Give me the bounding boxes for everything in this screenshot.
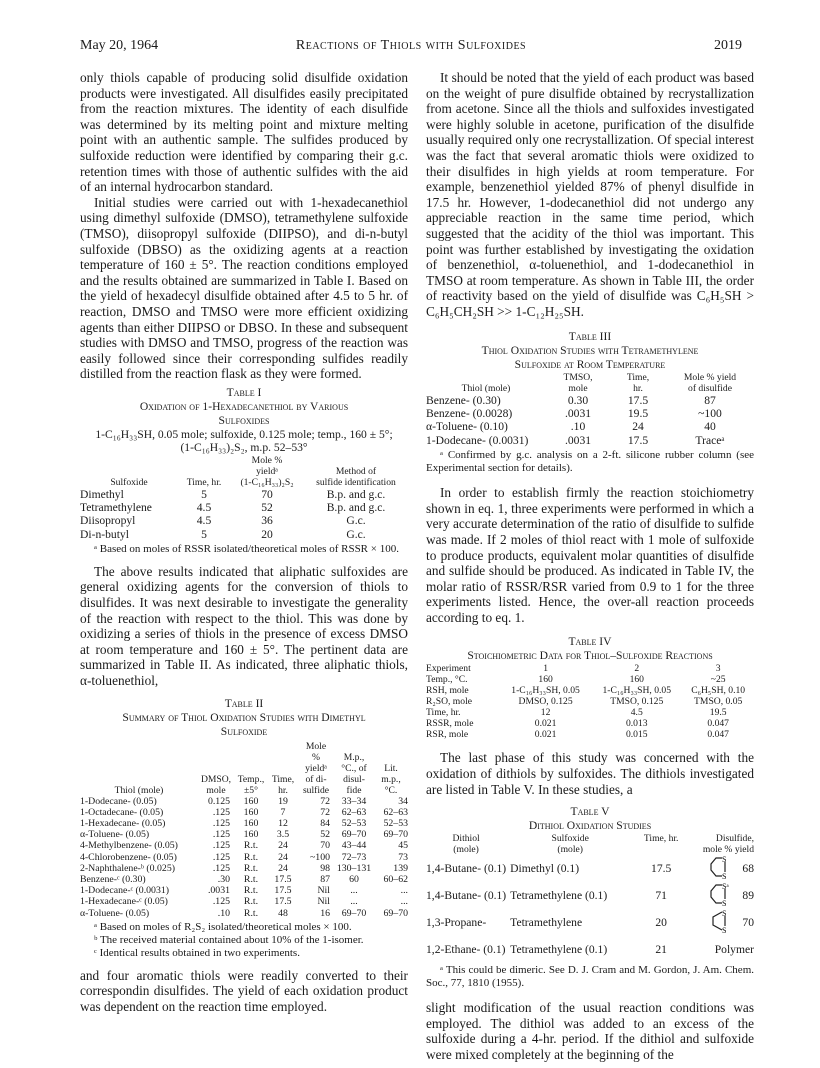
cell-time: 19.5 (627, 406, 649, 420)
table-row (80, 908, 408, 919)
cell-yield: ~100 (310, 851, 330, 863)
yield-value: Polymer (714, 943, 754, 957)
left-column (80, 70, 408, 1015)
cell-time: 17.5 (627, 393, 649, 407)
cell-thiol: 1-Octadecane- (0.05) (80, 806, 164, 818)
col-header: Thiol (mole) (461, 382, 511, 394)
cell-dmso: .125 (212, 806, 230, 818)
table-cell: 12 (540, 707, 551, 719)
cell-sulfoxide: Diisopropyl (80, 514, 136, 528)
table-grid (80, 455, 408, 541)
col-header: disul- (343, 773, 365, 785)
cell-dmso: .0031 (207, 885, 230, 897)
cell-sulfoxide: Di-n-butyl (80, 527, 129, 541)
cell-dmso: 0.125 (207, 795, 230, 807)
cell-mp: 52–53 (341, 818, 367, 830)
table-cell: 1-C₁₆H₃₃SH, 0.05 (511, 685, 580, 697)
col-header: Thiol (mole) (114, 784, 164, 796)
cell-disulfide (688, 882, 754, 909)
table-2 (80, 697, 408, 960)
cell-lit: 52–53 (383, 818, 408, 830)
table-cell: DMSO, 0.125 (518, 696, 573, 708)
col-header: Dithiol (452, 833, 480, 845)
table-row (426, 685, 754, 696)
table-conditions: (1-C₁₆H₃₃)₂S₂, m.p. 52–53° (180, 441, 308, 455)
table-label: Table II (224, 696, 264, 710)
cell-temp: 160 (243, 829, 259, 841)
cell-time: 4.5 (196, 514, 212, 528)
sulfur-label: S (722, 909, 727, 919)
table-caption: Oxidation of 1-Hexadecanethiol by Various (139, 399, 349, 413)
col-header: hr. (633, 382, 643, 394)
cell-tmso: .0031 (564, 433, 592, 447)
row-label: R₂SO, mole (426, 696, 472, 708)
table-footnote: ᵃ Based on moles of RSSR isolated/theoretical moles of RSSR × 100. (94, 542, 399, 555)
cell-temp: R.t. (243, 851, 259, 863)
table-cell: ~25 (710, 674, 726, 686)
cell-time: 19 (278, 795, 288, 807)
footnote-line: ᶜ Identical results obtained in two experiments. (94, 946, 300, 959)
paragraph: only thiols capable of producing solid disulfide oxidation products were investigated. All disulfides easily precipitated from the reaction mixtures. The identity of each disulfide was determined by its melting point and mixture melting point with an authentic sample. The sulfides produced by sulfoxide reduction were identified by comparing their g.c. retention times with those of authentic sulfides with the aid of an internal hydrocarbon standard. (80, 70, 408, 195)
cell-yield: 20 (261, 527, 273, 541)
col-header: (mole) (557, 844, 583, 856)
table-row (426, 882, 754, 909)
disulfide-ring-icon (708, 909, 734, 933)
col-header: 3 (715, 663, 721, 675)
table-row (80, 796, 408, 807)
table-cell: 160 (538, 674, 553, 686)
cell-temp: R.t. (243, 896, 259, 908)
table-cell: 4.5 (630, 707, 643, 719)
cell-yield: 16 (320, 907, 330, 919)
cell-yield: 52 (320, 829, 330, 841)
cell-sulfoxide: Tetramethylene (510, 916, 583, 930)
sulfur-label: S (722, 872, 727, 880)
table-1 (80, 386, 408, 556)
cell-lit: 34 (398, 795, 408, 807)
cell-time: 48 (278, 907, 288, 919)
col-header: fide (346, 784, 362, 796)
cell-dithiol: 1,4-Butane- (0.1) (426, 862, 507, 876)
col-header: of di- (305, 773, 327, 785)
cell-yield: 84 (320, 818, 330, 830)
cell-time: 17.5 (627, 433, 649, 447)
cell-tmso: .0031 (564, 406, 592, 420)
table-header-row (426, 663, 754, 674)
paragraph: and four aromatic thiols were readily converted to their correspondin disulfides. The yield of each oxidation product was dependent on the reaction time employed. (80, 967, 408, 1015)
sulfur-label: S (722, 899, 727, 907)
cell-lit: 45 (398, 840, 408, 852)
cell-yield: 40 (704, 420, 716, 434)
col-header: Lit. (384, 762, 398, 774)
cell-yield: 52 (261, 501, 273, 515)
table-cell: 0.021 (534, 718, 557, 730)
ring-structure (708, 855, 734, 882)
header-title: Reactions of Thiols with Sulfoxides (295, 38, 527, 53)
table-row (80, 807, 408, 818)
cell-time: 4.5 (196, 501, 212, 515)
cell-time: 17.5 (274, 885, 292, 897)
col-header: M.p., (343, 751, 365, 763)
yield-value: 89 (742, 889, 754, 903)
table-row (80, 501, 408, 514)
table-grid (426, 833, 754, 962)
cell-dmso: .125 (212, 818, 230, 830)
cell-temp: R.t. (243, 840, 259, 852)
table-cell: 0.047 (707, 718, 729, 730)
paragraph: slight modification of the usual reaction conditions was employed. The dithiol was added to an excess of the sulfoxide during a 4-hr. period. If the dithiol and sulfoxide were mixed completely at the beginning of the (426, 1000, 754, 1063)
table-label: Table IV (568, 635, 612, 649)
col-header: Mole % yield (683, 371, 737, 383)
row-label: Temp., °C. (426, 674, 468, 686)
table-row (80, 863, 408, 874)
cell-dmso: .10 (217, 907, 230, 919)
col-header: TMSO, (563, 371, 593, 383)
cell-yield: Nil (317, 896, 330, 908)
footnote-line: ᵇ The received material contained about 10% of the 1-isomer. (94, 933, 364, 946)
table-3 (426, 330, 754, 476)
header-date: May 20, 1964 (80, 38, 159, 53)
cell-yield: 87 (704, 393, 716, 407)
cell-yield: Traceᵃ (695, 433, 725, 447)
cell-mp: 62–63 (341, 806, 367, 818)
cell-mp: 130–131 (336, 862, 372, 874)
cell-dmso: .125 (212, 829, 230, 841)
table-row (80, 852, 408, 863)
table-conditions: 1-C₁₆H₃₃SH, 0.05 mole; sulfoxide, 0.125 mole; temp., 160 ± 5°; (95, 427, 393, 441)
sulfur-label: Sᵃ (722, 882, 730, 892)
cell-sulfoxide: Dimethyl (0.1) (510, 862, 580, 876)
col-header: (1-C₁₆H₃₃)₂S₂ (240, 477, 294, 489)
cell-yield: ~100 (698, 406, 722, 420)
table-row (426, 696, 754, 707)
cell-lit: 60–62 (383, 874, 408, 886)
table-grid (426, 372, 754, 448)
table-cell: TMSO, 0.05 (694, 696, 743, 708)
table-row (80, 896, 408, 907)
col-header: hr. (278, 784, 288, 796)
col-header: yieldᵃ (256, 466, 278, 478)
table-caption: Sulfoxides (218, 413, 270, 427)
cell-mp: 33–34 (341, 795, 367, 807)
table-cell: 19.5 (709, 707, 727, 719)
disulfide-ring-icon (708, 855, 734, 879)
table-caption: Summary of Thiol Oxidation Studies with Dimethyl (122, 710, 366, 724)
cell-disulfide (688, 909, 754, 936)
cell-yield: 70 (261, 488, 273, 502)
col-header: % (312, 751, 320, 763)
cell-temp: 160 (243, 795, 259, 807)
cell-sulfoxide: Tetramethylene (80, 501, 152, 515)
table-row (80, 528, 408, 541)
cell-dithiol: 1,3-Propane- (426, 916, 487, 930)
cell-thiol: 4-Chlorobenzene- (0.05) (80, 851, 177, 863)
cell-lit: 69–70 (383, 907, 408, 919)
table-row (80, 874, 408, 885)
table-footnotes (80, 921, 408, 960)
yield-value: 68 (742, 862, 754, 876)
cell-sulfoxide: Dimethyl (80, 488, 124, 502)
cell-mp: ... (350, 896, 358, 908)
table-row (426, 407, 754, 420)
cell-time: 24 (632, 420, 644, 434)
cell-yield: 70 (320, 840, 330, 852)
cell-thiol: Benzene- (0.0028) (426, 406, 513, 420)
cell-disulfide (688, 855, 754, 882)
table-footnote: ᵃ This could be dimeric. See D. J. Cram and M. Gordon, J. Am. Chem. Soc., 77, 1810 (1955). (426, 964, 754, 990)
table-row (426, 674, 754, 685)
cell-yield: 36 (261, 514, 273, 528)
cell-thiol: Benzene- (0.30) (426, 393, 501, 407)
cell-thiol: 1-Dodecane-ᶜ (0.0031) (80, 885, 170, 897)
cell-time: 3.5 (276, 829, 290, 841)
col-header: DMSO, (200, 773, 232, 785)
table-row (426, 936, 754, 962)
table-cell: 1-C₁₆H₃₃SH, 0.05 (602, 685, 672, 697)
cell-dmso: .125 (212, 840, 230, 852)
paragraph: The last phase of this study was concerned with the oxidation of dithiols by sulfoxides. The dithiols investigated are listed in Table V. In these studies, a (426, 750, 754, 797)
col-header: Experiment (426, 663, 471, 675)
cell-temp: 160 (243, 806, 259, 818)
col-header: of disulfide (688, 382, 732, 394)
table-row (80, 829, 408, 840)
cell-thiol: 1-Hexadecane-ᶜ (0.05) (80, 896, 168, 908)
cell-thiol: 1-Dodecane- (0.05) (80, 795, 157, 807)
sulfur-label: S (722, 926, 727, 934)
cell-dithiol: 1,2-Ethane- (0.1) (426, 942, 506, 956)
footnote-line: ᵃ Based on moles of R₂S₂ isolated/theoretical moles × 100. (94, 920, 352, 933)
cell-lit: ... (400, 896, 408, 908)
col-header: 1 (543, 663, 548, 675)
table-caption: Stoichiometric Data for Thiol–Sulfoxide Reactions (467, 649, 713, 663)
table-row (80, 514, 408, 527)
cell-dmso: .30 (217, 874, 230, 886)
cell-dithiol: 1,4-Butane- (0.1) (426, 889, 507, 903)
cell-temp: R.t. (243, 907, 259, 919)
table-row (80, 840, 408, 851)
cell-mp: 60 (349, 874, 359, 886)
sulfur-label: S (722, 855, 727, 865)
col-header: Disulfide, (715, 833, 754, 845)
cell-time: 71 (655, 889, 667, 903)
table-caption: Thiol Oxidation Studies with Tetramethylene (481, 343, 699, 357)
cell-temp: R.t. (243, 874, 259, 886)
cell-time: 24 (278, 862, 288, 874)
table-label: Table I (226, 385, 262, 399)
ring-structure (708, 909, 734, 936)
cell-lit: ... (400, 885, 408, 897)
row-label: Time, hr. (426, 707, 461, 719)
col-header: (mole) (453, 844, 479, 856)
table-row (426, 707, 754, 718)
cell-mp: 69–70 (341, 907, 367, 919)
table-5 (426, 805, 754, 990)
paragraph: The above results indicated that aliphatic sulfoxides are general oxidizing agents for the conversion of thiols to disulfides. It was next desirable to investigate the generality of the reaction with respect to the thiol. This was done by oxidizing a series of thiols in the presence of excess DMSO at room temperature and 160 ± 5°. The pertinent data are summarized in Table II. As indicated, three aliphatic thiols, α-toluenethiol, (80, 563, 408, 689)
cell-dmso: .125 (212, 851, 230, 863)
cell-temp: R.t. (243, 862, 259, 874)
cell-mp: ... (350, 885, 358, 897)
cell-mp: 43–44 (341, 840, 367, 852)
col-header: Mole % (251, 455, 283, 467)
table-row (80, 885, 408, 896)
row-label: RSH, mole (426, 685, 469, 697)
cell-time: 17.5 (651, 862, 672, 876)
col-header: Time, (626, 371, 650, 383)
table-caption: Dithiol Oxidation Studies (528, 819, 652, 833)
table-cell: 160 (629, 674, 644, 686)
table-row (80, 818, 408, 829)
paragraph: It should be noted that the yield of each product was based on the weight of pure disulfide obtained by recrystallization from acetone. Since all the thiols and sulfoxides investigated were highly soluble in acetone, purification of the disulfide usually required only one recrystallization. Of special interest was the fact that several aromatic thiols were oxidized to their disulfides in high yields at room temperature. For example, benzenethiol yielded 87% of phenyl disulfide in 17.5 hr. However, 1-dodecanethiol did not undergo any appreciable reaction in the same time period, which suggested that the acidity of the thiol was important. This point was further established by investigating the oxidation of benzenethiol, α-toluenethiol, and 1-dodecanethiol in TMSO at room temperature. As shown in Table III, the order of reactivity based on the yield of disulfide was C₆H₅SH > C₆H₅CH₂SH >> 1-C₁₂H₂₅SH. (426, 70, 754, 319)
cell-method: G.c. (346, 527, 366, 541)
table-cell: 0.015 (625, 729, 648, 741)
cell-time: 17.5 (274, 874, 292, 886)
table-row (426, 729, 754, 740)
col-header: mole % yield (702, 844, 754, 856)
cell-sulfoxide: Tetramethylene (0.1) (510, 942, 608, 956)
cell-method: B.p. and g.c. (326, 501, 386, 515)
col-header: sulfide identification (316, 477, 396, 489)
table-row (426, 718, 754, 729)
cell-time: 5 (201, 527, 207, 541)
table-row (426, 909, 754, 936)
cell-thiol: 1-Dodecane- (0.0031) (426, 433, 529, 447)
col-header: Temp., (237, 773, 265, 785)
row-label: RSR, mole (426, 729, 469, 741)
col-header: Method of (335, 466, 377, 478)
cell-time: 12 (278, 818, 288, 830)
ring-structure (708, 882, 734, 909)
cell-time: 7 (280, 806, 286, 818)
cell-yield: 72 (320, 795, 330, 807)
cell-thiol: 1-Hexadecane- (0.05) (80, 818, 166, 830)
cell-dmso: .125 (212, 862, 230, 874)
table-caption: Sulfoxide at Room Temperature (514, 357, 666, 371)
cell-mp: 69–70 (341, 829, 367, 841)
cell-time: 17.5 (274, 896, 292, 908)
table-grid (80, 741, 408, 919)
col-header: yieldᵃ (305, 762, 327, 774)
col-header: Time, hr. (643, 833, 679, 845)
running-header (80, 38, 742, 56)
table-cell: TMSO, 0.125 (610, 696, 664, 708)
col-header: Time, (271, 773, 295, 785)
table-4 (426, 635, 754, 740)
cell-thiol: Benzene-ᶜ (0.30) (80, 874, 146, 886)
cell-time: 21 (655, 942, 667, 956)
right-column (426, 70, 754, 1063)
table-cell: C₆H₅SH, 0.10 (691, 685, 746, 697)
col-header: m.p., (381, 773, 401, 785)
cell-disulfide (688, 936, 754, 962)
cell-method: G.c. (346, 514, 366, 528)
cell-thiol: α-Toluene- (0.05) (80, 829, 150, 841)
col-header: sulfide (302, 784, 330, 796)
table-cell: 0.047 (707, 729, 729, 741)
cell-thiol: α-Toluene- (0.05) (80, 907, 150, 919)
col-header: Sulfoxide (551, 833, 589, 845)
cell-thiol: 2-Naphthalene-ᵇ (0.025) (80, 862, 175, 874)
cell-lit: 69–70 (383, 829, 408, 841)
cell-method: B.p. and g.c. (326, 488, 386, 502)
row-label: RSSR, mole (426, 718, 474, 730)
table-cell: 0.021 (534, 729, 557, 741)
col-header: ±5° (244, 784, 258, 796)
col-header: 2 (634, 663, 640, 675)
cell-time: 5 (201, 488, 207, 502)
cell-yield: 98 (320, 862, 330, 874)
cell-time: 20 (655, 916, 667, 930)
cell-temp: 160 (243, 818, 259, 830)
table-label: Table III (568, 329, 612, 343)
cell-time: 24 (278, 840, 288, 852)
paragraph: Initial studies were carried out with 1-hexadecanethiol using dimethyl sulfoxide (DMSO), tetramethylene sulfoxide (TMSO), diisopropyl sulfoxide (DIIPSO), and di-n-butyl sulfoxide (DBSO) as the oxidizing agents at a reaction temperature of 160 ± 5°. The reaction conditions employed and the results obtained are summarized in Table I. Based on the yield of hexadecyl disulfide obtained after 4.5 to 5 hr. of reaction, DMSO and TMSO were more efficient oxidizing agents than either DIIPSO or DBSO. In these and subsequent studies with DMSO and TMSO, progress of the reaction was easily followed since their corresponding sulfides readily distilled from the reaction flask as they were formed. (80, 194, 408, 382)
table-row (426, 434, 754, 447)
table-row (426, 420, 754, 433)
cell-lit: 139 (393, 862, 408, 874)
table-row (426, 394, 754, 407)
disulfide-ring-icon (708, 882, 734, 906)
col-header: Mole (305, 740, 327, 752)
cell-tmso: .10 (570, 420, 586, 434)
cell-yield: 87 (320, 874, 330, 886)
cell-yield: 72 (320, 806, 330, 818)
col-header: mole (206, 784, 226, 796)
page-number: 2019 (714, 38, 742, 53)
table-caption: Sulfoxide (220, 724, 268, 738)
cell-yield: Nil (317, 885, 330, 897)
table-footnote: ᵃ Confirmed by g.c. analysis on a 2-ft. silicone rubber column (see Experimental section for details). (426, 449, 754, 475)
cell-tmso: 0.30 (567, 393, 589, 407)
cell-time: 24 (278, 851, 288, 863)
cell-lit: 62–63 (383, 806, 408, 818)
yield-value: 70 (742, 916, 754, 930)
cell-thiol: α-Toluene- (0.10) (426, 420, 508, 434)
paragraph: In order to establish firmly the reaction stoichiometry shown in eq. 1, three experiments were performed in which a very accurate determination of the ratio of disulfide to sulfide was made. If 2 moles of thiol react with 1 mole of sulfoxide to produce products, equivalent molar quantities of disulfide and sulfide should be produced. As indicated in Table IV, the molar ratio of RSSR/RSR varied from 0.9 to 1 for the three experiments listed. Hence, the over-all reaction proceeds according to eq. 1. (426, 485, 754, 625)
cell-temp: R.t. (243, 885, 259, 897)
table-row (80, 488, 408, 501)
table-row (426, 855, 754, 882)
col-header: °C. (384, 784, 398, 796)
col-header: mole (568, 382, 588, 394)
cell-sulfoxide: Tetramethylene (0.1) (510, 889, 608, 903)
cell-dmso: .125 (212, 896, 230, 908)
cell-mp: 72–73 (341, 851, 367, 863)
table-cell: 0.013 (625, 718, 648, 730)
cell-thiol: 4-Methylbenzene- (0.05) (80, 840, 178, 852)
cell-lit: 73 (398, 851, 408, 863)
table-label: Table V (570, 805, 610, 819)
col-header: °C., of (341, 762, 367, 774)
table-grid (426, 663, 754, 740)
col-header: Sulfoxide (110, 477, 148, 489)
col-header: Time, hr. (186, 477, 222, 489)
